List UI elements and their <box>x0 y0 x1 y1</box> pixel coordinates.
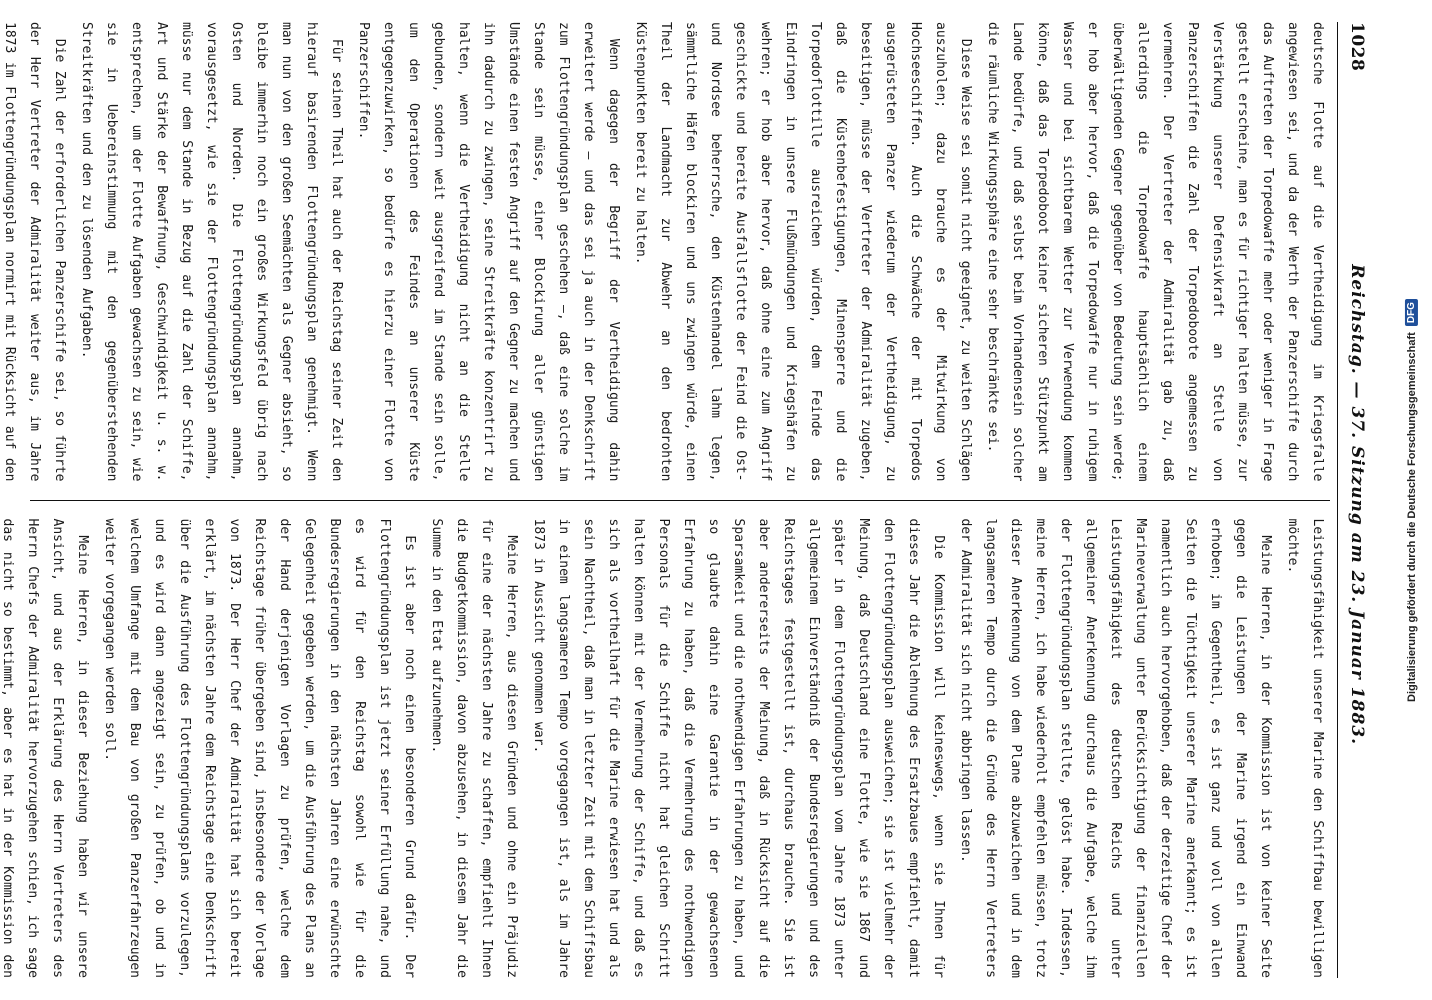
page-number: 1028 <box>1347 22 1367 72</box>
paragraph: Meine Herren, in dieser Beziehung haben wir unsere Ansicht, und aus der Erklärung des Herrn Vertreters des Herrn Chefs der Admiralität hervorzugehen schien, ich sage das nicht so bestimmt, aber es hat in der Kommission den <box>0 518 90 978</box>
paragraph: Meine Herren, in der Kommission ist von keiner Seite gegen die Leistungen der Marine irgend ein Einwand erhoben; im Gegentheil, es ist ganz und voll von allen Seiten die Tüchtigkeit unserer Marine anerkannt; es ist namentlich auch hervorgehoben, daß der derzeitige Chef der Marineverwaltung unter Berücksichtigung der finanziellen Leistungsfähigkeit des deutschen Reichs und unter allgemeiner Anerkennung durchaus die Aufgabe, welche ihm der Flottengründungsplan stellte, gelöst habe. Indessen, meine Herren, ich habe wiederholt empfehlen müssen, trotz dieser Anerkennung von dem Plane abzuweichen und in dem langsameren Tempo durch die Gründe des Herrn Vertreters der Admiralität sich nicht abbringen lassen. <box>958 518 1273 978</box>
paragraph: Die Kommission will keineswegs, wenn sie Ihnen für dieses Jahr die Ablehnung des Ersatzbaues empfiehlt, damit den Flottengründungsplan ausweichen; sie ist vielmehr der Meinung, daß Deutschland eine Flotte, wie sie 1867 und später in dem Flottengründungsplan vom Jahre 1873 unter allgemeinem Einverständniß der Bundesregierungen und des Reichstages festgestellt ist, durchaus brauche. Sie ist aber andererseits der Meinung, daß in Rücksicht auf die Sparsamkeit und die nothwendigen Erfahrungen zu haben, und so glaubte dahin eine Garantie in der gewachsenen Erfahrung zu haben, daß die Vermehrung des nothwendigen Personals für die Schiffe nicht hat gleichen Schritt halten können mit der Vermehrung der Schiffe, und daß es sich als vortheilhaft für die Marine erwiesen hat und als sein Nachtheil, daß man in letzter Zeit mit dem Schiffsbau in einem langsameren Tempo vorgegangen ist, als im Jahre 1873 in Aussicht genommen war. <box>531 518 946 978</box>
paragraph: Diese Weise sei somit nicht geeignet, zu weiten Schlägen auszuholen; dazu brauche es der Mitwirkung von Hochseeschiffen. Auch die Schwäche der mit Torpedos ausgerüsteten Panzer wiederum der Vertheidigung, zu beseitigen, müsse der Vertreter der Admiralität zugeben, daß die Küstenbefestigungen, Minensperre und die Torpedoflottille ausreichen würden, dem Feinde das Eindringen in unsere Flußmündungen und Kriegshäfen zu wehren; er hob aber hervor, daß ohne eine zum Angriff geschickte und bereite Ausfallsflotte der Feind die Ost- und Nordsee beherrsche, den Küstenhandel lahm legen, sämmtliche Häfen blockiren und uns zwingen würde, einen Theil der Landmacht zur Abwehr an den bedrohten Küstenpunkten bereit zu halten. <box>633 22 973 482</box>
paragraph: Die Zahl der erforderlichen Panzerschiffe sei, so führte der Herr Vertreter der Admiralität weiter aus, im Jahre 1873 im Flottengründungsplan normirt mit Rücksicht auf den <box>2 22 67 482</box>
paragraph: Für seinen Theil hat auch der Reichstag seiner Zeit den hierauf basirenden Flottengründungsplan genehmigt. Wenn man nun von den großen Seemächten als Gegner absieht, so bleibe immerhin noch ein großes Wirkungsfeld übrig nach Osten und Norden. Die Flottengründungsplan annahm, vorausgesetzt, wie sie der Flottengründungsplan annahm, müsse nur dem Stande in Bezug auf die Zahl der Schiffe, Art und Stärke der Bewaffnung, Geschwindigkeit u. s. w. entsprechen, um der Flotte Aufgaben gewachsen zu sein, wie sie in Uebereinstimmung mit den gegenüberstehenden Streitkräften und den zu lösenden Aufgaben. <box>79 22 344 482</box>
text-column-left <box>2 22 1330 482</box>
paragraph: Leistungsfähigkeit unserer Marine den Schiffbau bewilligen möchte. <box>1285 518 1325 978</box>
digitization-credit <box>1394 0 1428 1000</box>
header-rule <box>1337 22 1338 978</box>
page-header <box>1342 22 1372 978</box>
text-columns <box>0 22 1330 978</box>
paragraph: Meine Herren, aus diesen Gründen und ohne ein Präjudiz für eine der nächsten Jahre zu schaffen, empfiehlt Ihnen die Budgetkommission, davon abzusehen, in diesem Jahr die Summe in den Etat aufzunehmen. <box>429 518 519 978</box>
paragraph: Es ist aber noch einen besonderen Grund dafür. Der Flottengründungsplan ist jetzt seiner Erfüllung nahe, und es wird für den Reichstag sowohl wie für die Bundesregierungen in den nächsten Jahren eine erwünschte Gelegenheit gegeben werden, um die Ausführung des Plans an der Hand derjenigen Vorlagen zu prüfen, welche dem Reichstage früher übergeben sind, insbesondere der Vorlage von 1873. Der Herr Chef der Admiralität hat sich bereit erklärt, im nächsten Jahre dem Reichstage eine Denkschrift über die Ausführung des Flottengründungsplans vorzulegen, und es wird dann angezeigt sein, zu prüfen, ob und in welchem Umfange mit dem Bau von großen Panzerfahrzeugen weiter vorgegangen werden soll. <box>102 518 417 978</box>
paragraph: Wenn dagegen der Begriff der Vertheidigung dahin erweitert werde — und das sei ja auch in der Denkschrift zum Flottengründungsplan geschehen —, daß eine solche im Stande sein müsse, einer Blockirung aller günstigen Umstände einen festen Angriff auf den Gegner zu machen und ihn dadurch zu zwingen, seine Streitkräfte konzentrirt zu halten, wenn die Vertheidigung nicht an die Stelle gebunden, sondern weit ausgreifend im Stande sein solle, um den Operationen des Feindes an unserer Küste entgegenzuwirken, so bedürfe es hierzu einer Flotte von Panzerschiffen. <box>356 22 621 482</box>
column-separator <box>30 500 1330 501</box>
text-column-right <box>0 518 1330 979</box>
dfg-logo: DFG <box>1405 299 1418 326</box>
credit-text: Digitalisierung gefördert durch die Deutsche Forschungsgemeinschaft <box>1405 331 1417 702</box>
running-title: Reichstag. — 37. Sitzung am 23. Januar 1883. <box>1347 264 1367 746</box>
paragraph: deutsche Flotte auf die Vertheidigung im Kriegsfalle angewiesen sei, und da der Werth der Panzerschiffe durch das Auftreten der Torpedowaffe mehr oder weniger in Frage gestellt erscheine, man es für richtiger halten müsse, zur Verstärkung unserer Defensivkraft an Stelle von Panzerschiffen die Zahl der Torpedoboote angemessen zu vermehren. Der Vertreter der Admiralität gab zu, daß allerdings die Torpedowaffe hauptsächlich einem überwältigenden Gegner gegenüber von Bedeutung sein werde; er hob aber hervor, daß die Torpedowaffe nur in ruhigem Wasser und bei sichtbarem Wetter zur Verwendung kommen könne, daß das Torpedoboot keiner sicheren Stützpunkt am Lande bedürfe, und daß selbst beim Vorhandensein solcher die räumliche Wirkungssphäre eine sehr beschränkte sei. <box>985 22 1325 482</box>
